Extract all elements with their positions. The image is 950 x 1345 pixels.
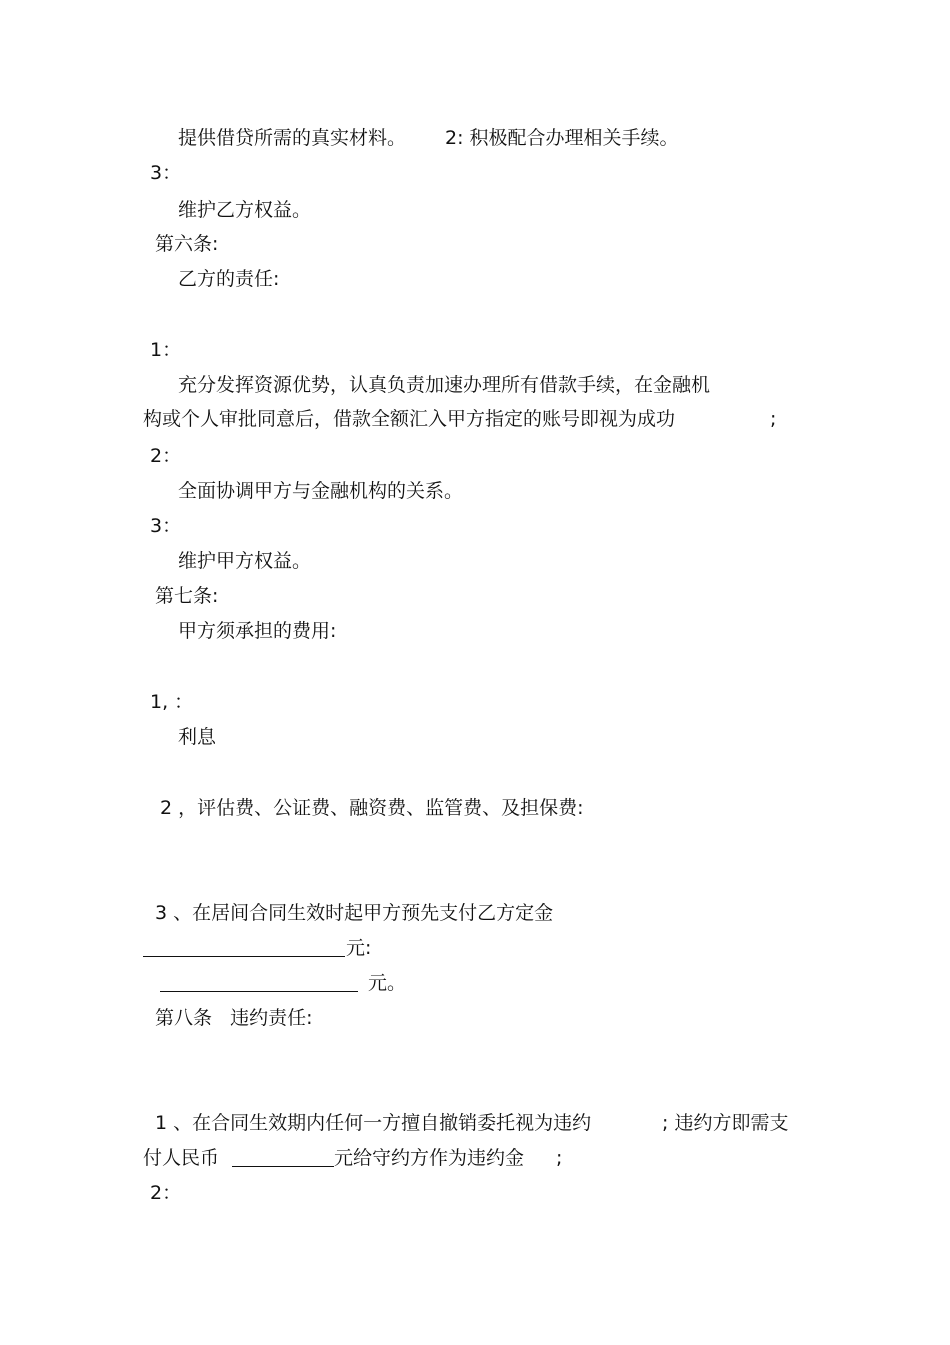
article-heading: 第七条:	[155, 585, 219, 607]
text-line: 元:	[346, 937, 372, 959]
text-line: 充分发挥资源优势，认真负责加速办理所有借款手续，在金融机	[178, 374, 711, 396]
text-line: 维护乙方权益。	[178, 199, 312, 221]
text-line: 2 ，评估费、公证费、融资费、监管费、及担保费:	[160, 797, 584, 819]
text-line: 2: 积极配合办理相关手续。	[445, 127, 679, 149]
text-line: 付人民币	[143, 1147, 220, 1169]
text-line: 利息	[178, 726, 217, 748]
item-number: 3：	[150, 515, 182, 537]
text-line: 1 、在合同生效期内任何一方擅自撤销委托视为违约	[155, 1112, 592, 1134]
blank-line	[143, 938, 345, 957]
article-heading: 第八条 违约责任:	[155, 1007, 313, 1029]
blank-line	[160, 973, 358, 992]
text-line: 3 、在居间合同生效时起甲方预先支付乙方定金	[155, 902, 554, 924]
article-heading: 第六条:	[155, 233, 219, 255]
text-line: 乙方的责任:	[178, 268, 280, 290]
item-number: 3：	[150, 162, 182, 184]
text-line: 提供借贷所需的真实材料。	[178, 127, 407, 149]
blank-line	[232, 1148, 334, 1167]
text-line: 甲方须承担的费用:	[178, 620, 337, 642]
item-number: 1, ：	[150, 691, 194, 713]
text-line: 构或个人审批同意后，借款全额汇入甲方指定的账号即视为成功	[143, 408, 676, 430]
item-number: 2：	[150, 1182, 182, 1204]
item-number: 1：	[150, 339, 182, 361]
text-line: ;	[556, 1147, 563, 1169]
item-number: 2：	[150, 445, 182, 467]
text-line: ; 违约方即需支	[662, 1112, 789, 1134]
text-line: 全面协调甲方与金融机构的关系。	[178, 480, 464, 502]
text-line: 元。	[368, 972, 407, 994]
text-line: 元给守约方作为违约金	[334, 1147, 525, 1169]
text-line: 维护甲方权益。	[178, 550, 312, 572]
text-line: ;	[770, 408, 777, 430]
